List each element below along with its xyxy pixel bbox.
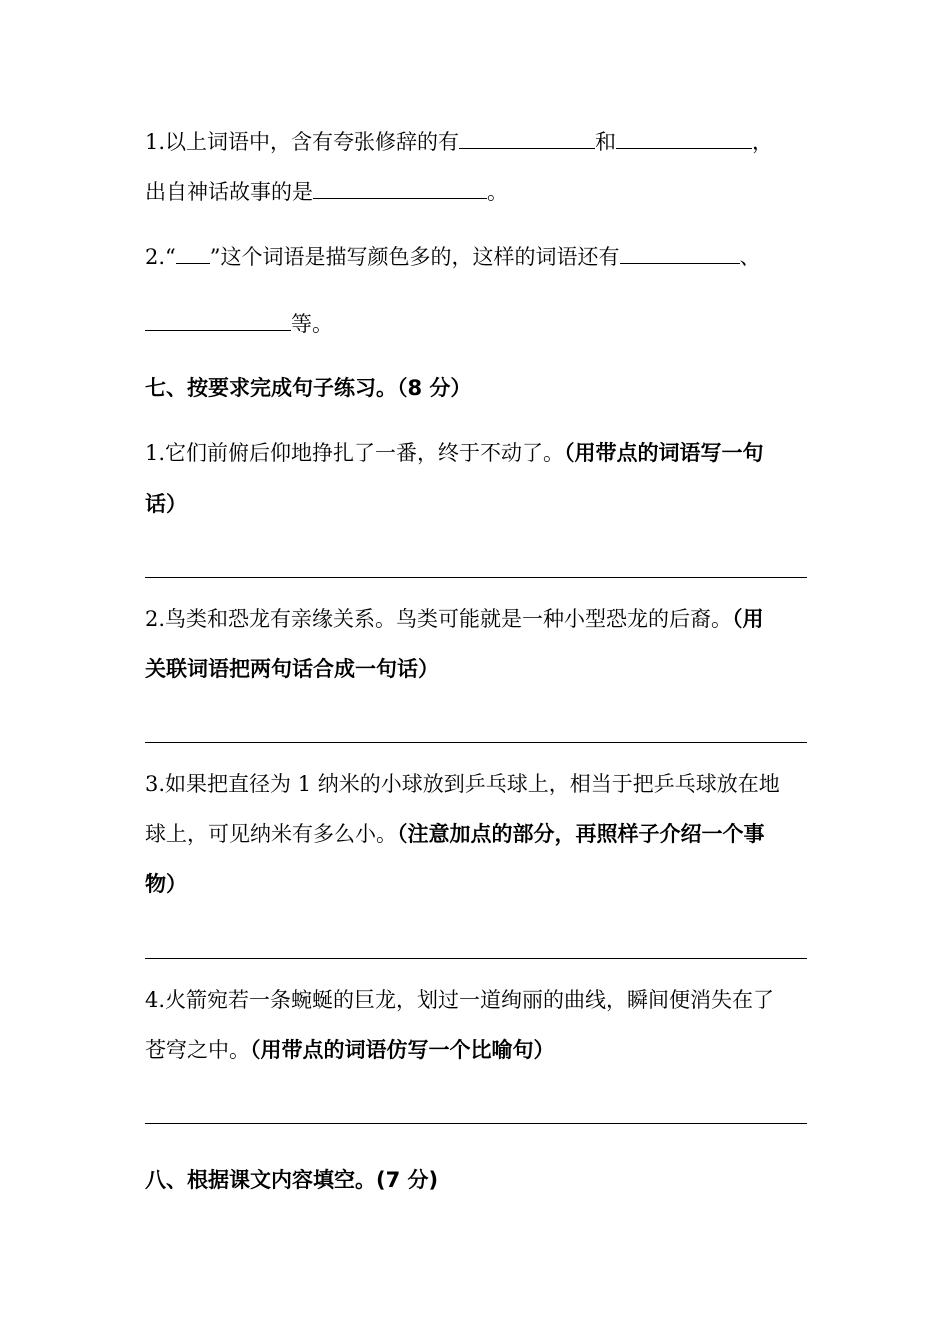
s6-q1-blank-1[interactable] — [459, 128, 595, 149]
s6-q1-comma: ， — [752, 130, 774, 154]
s6-q1-and: 和 — [595, 130, 617, 154]
s7-q2-requirement: （用 — [732, 607, 764, 631]
s6-q1-blank-2[interactable] — [616, 128, 752, 149]
s7-q3-text-2: 球上，可见纳米有多么小。 — [145, 822, 397, 846]
s7-q3-answer-line[interactable] — [145, 958, 807, 959]
s7-q3-line2 — [145, 821, 765, 847]
s7-q1-line1 — [145, 440, 764, 466]
s6-q1-line2 — [145, 178, 508, 205]
s7-q1-text: 1.它们前俯后仰地挣扎了一番，终于不动了。 — [145, 441, 565, 465]
s6-q1-end: 。 — [487, 180, 508, 204]
s6-q2-open: 2.“ — [145, 245, 176, 269]
s8-heading: 八、根据课文内容填空。(7 分) — [145, 1168, 439, 1192]
s6-q2-blank-2[interactable] — [145, 310, 291, 331]
s7-q3-req-cont: 物） — [145, 872, 187, 896]
s7-q2-answer-line[interactable] — [145, 742, 807, 743]
s6-q2-end: 等。 — [291, 312, 333, 336]
s6-q2-line2 — [145, 310, 333, 337]
s7-q3-requirement: （注意加点的部分，再照样子介绍一个事 — [397, 822, 765, 846]
s7-q4-line2 — [145, 1037, 555, 1063]
s7-q4-answer-line[interactable] — [145, 1123, 807, 1124]
s7-q1-answer-line[interactable] — [145, 577, 807, 578]
s6-q2-blank-1[interactable] — [620, 243, 740, 264]
s6-q2-line1 — [145, 243, 761, 270]
s6-q1-prompt: 1.以上词语中，含有夸张修辞的有 — [145, 130, 460, 154]
s7-q2-req-cont: 关联词语把两句话合成一句话） — [145, 657, 439, 681]
s7-q1-req-cont: 话） — [145, 492, 187, 516]
s7-q2-text: 2.鸟类和恐龙有亲缘关系。鸟类可能就是一种小型恐龙的后裔。 — [145, 607, 733, 631]
s6-q2-dun: 、 — [739, 245, 761, 269]
s7-q1-requirement: （用带点的词语写一句 — [564, 441, 764, 465]
s6-q1-blank-3[interactable] — [313, 178, 487, 199]
s7-q4-line1: 4.火箭宛若一条蜿蜒的巨龙，划过一道绚丽的曲线，瞬间便消失在了 — [145, 988, 775, 1012]
s7-q4-requirement: （用带点的词语仿写一个比喻句） — [250, 1038, 555, 1062]
s6-q1-line1 — [145, 128, 773, 155]
s7-q3-line1: 3.如果把直径为 1 纳米的小球放到乒乓球上，相当于把乒乓球放在地 — [145, 772, 780, 796]
s6-q2-prompt: ”这个词语是描写颜色多的，这样的词语还有 — [209, 245, 620, 269]
s6-q2-blank-word[interactable] — [176, 243, 210, 264]
s7-q4-text-2: 苍穹之中。 — [145, 1038, 250, 1062]
s7-heading: 七、按要求完成句子练习。（8 分） — [145, 376, 472, 400]
s7-q2-line1 — [145, 606, 764, 632]
s6-q1-prompt-2: 出自神话故事的是 — [145, 180, 313, 204]
